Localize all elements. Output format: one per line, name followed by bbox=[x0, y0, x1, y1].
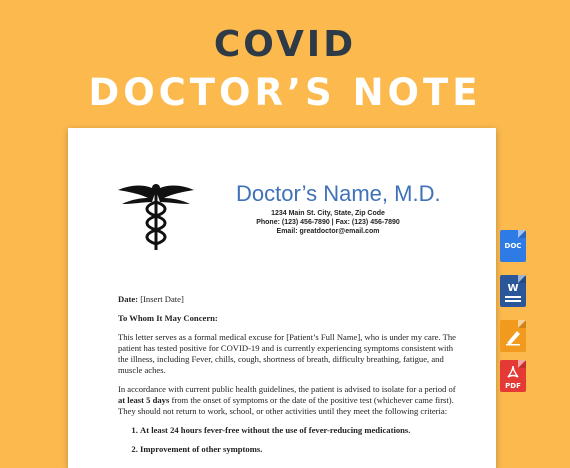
caduceus-icon bbox=[116, 180, 196, 252]
date-label: Date: bbox=[118, 294, 139, 304]
criteria-item: 2. Improvement of other symptoms. bbox=[140, 444, 458, 455]
paragraph-2 bbox=[118, 384, 458, 417]
paragraph-2-start: In accordance with current public health guidelines, the patient is advised to isolate for a period of bbox=[118, 384, 456, 394]
headline-doctors-note: DOCTOR’S NOTE bbox=[88, 71, 482, 114]
address-line: 1234 Main St. City, State, Zip Code bbox=[271, 210, 385, 217]
doc-file-icon bbox=[500, 230, 526, 262]
date-value: [Insert Date] bbox=[138, 294, 184, 304]
paragraph-2-end: from the onset of symptoms or the date of the positive test (whichever came first). They should not return to work, school, or other activities until they meet the following criteria: bbox=[118, 395, 454, 416]
criteria-item: 1. At least 24 hours fever-free without the use of fever-reducing medications. bbox=[140, 425, 458, 436]
paragraph-1: This letter serves as a formal medical excuse for [Patient’s Full Name], who is under my care. The patient has tested positive for COVID-19 and is currently experiencing symptoms consistent with the illness, including Fever, chills, cough, shortness of breath, difficulty breathing, fatigue, and muscle aches. bbox=[118, 332, 456, 375]
word-file-label: W bbox=[507, 283, 519, 294]
document-page bbox=[68, 128, 496, 468]
date-line bbox=[118, 294, 458, 305]
doctor-name: Doctor’s Name, M.D. bbox=[236, 181, 441, 206]
word-file-icon bbox=[500, 275, 526, 307]
salutation bbox=[118, 313, 458, 324]
doc-file-label: DOC bbox=[504, 242, 522, 250]
pdf-file-label: PDF bbox=[505, 382, 521, 390]
pen-icon bbox=[504, 328, 522, 346]
paragraph-2-bold: at least 5 days bbox=[118, 395, 170, 405]
criteria-list bbox=[118, 425, 458, 455]
acrobat-icon bbox=[506, 365, 520, 379]
letter-body bbox=[118, 294, 458, 463]
email-line: Email: greatdoctor@email.com bbox=[276, 228, 380, 235]
salutation-text: To Whom It May Concern: bbox=[118, 313, 218, 323]
phone-fax-line: Phone: (123) 456-7890 | Fax: (123) 456-7890 bbox=[256, 219, 400, 226]
pages-file-icon bbox=[500, 320, 526, 352]
headline-covid: COVID bbox=[213, 24, 357, 65]
pdf-file-icon bbox=[500, 360, 526, 392]
